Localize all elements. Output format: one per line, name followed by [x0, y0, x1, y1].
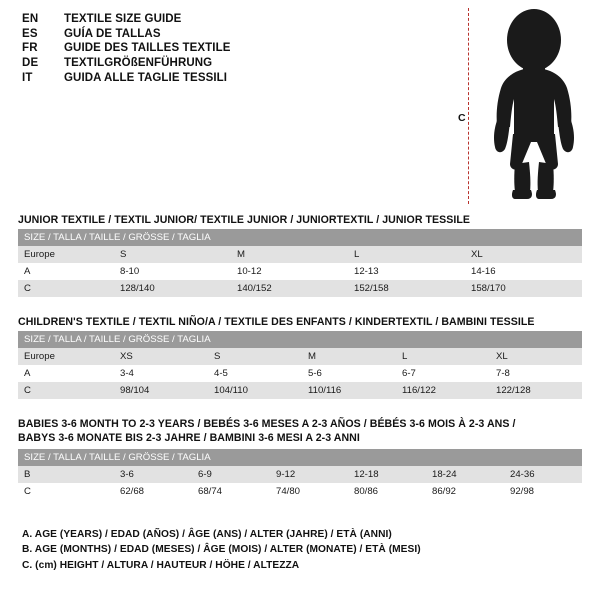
table-row	[18, 365, 582, 382]
language-code: DE	[22, 57, 39, 70]
language-title: GUIDE DES TAILLES TEXTILE	[64, 42, 231, 55]
language-code: EN	[22, 13, 39, 25]
row-label: C	[18, 382, 114, 399]
cell: 6-7	[396, 365, 490, 382]
table-row	[18, 466, 582, 483]
cell: 4-5	[208, 365, 302, 382]
language-title: TEXTILGRÖßENFÜHRUNG	[64, 57, 213, 70]
cell: 6-9	[192, 466, 270, 483]
section-title-babies-line1: BABIES 3-6 MONTH TO 2-3 YEARS / BEBÉS 3-6 MESES A 2-3 AÑOS / BÉBÉS 3-6 MOIS À 2-3 ANS /	[18, 418, 516, 430]
row-label: A	[18, 263, 114, 280]
cell: 62/68	[114, 483, 192, 500]
cell: 18-24	[426, 466, 504, 483]
cell: 152/158	[348, 280, 465, 297]
language-title: TEXTILE SIZE GUIDE	[64, 13, 182, 25]
language-row	[22, 27, 442, 42]
language-row	[22, 56, 442, 71]
cell: 10-12	[231, 263, 348, 280]
language-title-list	[22, 12, 442, 86]
language-title: GUÍA DE TALLAS	[64, 27, 161, 40]
cell: L	[396, 348, 490, 365]
height-measure-line-icon	[468, 8, 469, 204]
cell: 12-18	[348, 466, 426, 483]
child-silhouette-figure	[440, 6, 590, 206]
table-header-row	[18, 229, 582, 246]
cell: 12-13	[348, 263, 465, 280]
cell: 98/104	[114, 382, 208, 399]
cell: XL	[465, 246, 582, 263]
table-row	[18, 483, 582, 500]
cell: L	[348, 246, 465, 263]
children-size-table	[18, 331, 582, 399]
section-title-junior: JUNIOR TEXTILE / TEXTIL JUNIOR/ TEXTILE JUNIOR / JUNIORTEXTIL / JUNIOR TESSILE	[18, 214, 471, 226]
cell: 3-4	[114, 365, 208, 382]
cell: 3-6	[114, 466, 192, 483]
section-children	[18, 316, 582, 399]
size-header-label: SIZE / TALLA / TAILLE / GRÖSSE / TAGLIA	[18, 331, 582, 348]
cell: 128/140	[114, 280, 231, 297]
junior-size-table	[18, 229, 582, 297]
cell: S	[114, 246, 231, 263]
table-row	[18, 280, 582, 297]
legend-item-c: C. (cm) HEIGHT / ALTURA / HAUTEUR / HÖHE / ALTEZZA	[22, 559, 300, 571]
cell: 92/98	[504, 483, 582, 500]
language-row	[22, 41, 442, 56]
cell: 122/128	[490, 382, 582, 399]
table-header-row	[18, 331, 582, 348]
cell: 140/152	[231, 280, 348, 297]
cell: 68/74	[192, 483, 270, 500]
row-label: C	[18, 483, 114, 500]
size-header-label: SIZE / TALLA / TAILLE / GRÖSSE / TAGLIA	[18, 229, 582, 246]
size-header-label: SIZE / TALLA / TAILLE / GRÖSSE / TAGLIA	[18, 449, 582, 466]
language-code: ES	[22, 27, 38, 40]
table-row	[18, 246, 582, 263]
cell: 116/122	[396, 382, 490, 399]
legend-item-a: A. AGE (YEARS) / EDAD (AÑOS) / ÂGE (ANS) / ALTER (JAHRE) / ETÀ (ANNI)	[22, 529, 392, 540]
language-code: IT	[22, 71, 33, 84]
table-row	[18, 263, 582, 280]
babies-size-table	[18, 449, 582, 500]
table-header-row	[18, 449, 582, 466]
language-code: FR	[22, 42, 38, 55]
cell: 74/80	[270, 483, 348, 500]
cell: 14-16	[465, 263, 582, 280]
cell: 86/92	[426, 483, 504, 500]
row-label: B	[18, 466, 114, 483]
cell: XL	[490, 348, 582, 365]
legend-item-b: B. AGE (MONTHS) / EDAD (MESES) / ÂGE (MOIS) / ALTER (MONATE) / ETÀ (MESI)	[22, 544, 421, 556]
cell: 104/110	[208, 382, 302, 399]
section-title-babies-line2: BABYS 3-6 MONATE BIS 2-3 JAHRE / BAMBINI 3-6 MESI A 2-3 ANNI	[18, 431, 360, 444]
row-label: Europe	[18, 348, 114, 365]
cell: M	[302, 348, 396, 365]
cell: 9-12	[270, 466, 348, 483]
section-babies	[18, 418, 582, 500]
cell: 110/116	[302, 382, 396, 399]
section-title-children: CHILDREN'S TEXTILE / TEXTIL NIÑO/A / TEXTILE DES ENFANTS / KINDERTEXTIL / BAMBINI TESSILE	[18, 316, 535, 328]
row-label: C	[18, 280, 114, 297]
legend-list	[22, 527, 582, 573]
cell: 7-8	[490, 365, 582, 382]
language-row	[22, 12, 442, 27]
row-label: Europe	[18, 246, 114, 263]
section-junior	[18, 214, 582, 297]
measure-label-c: C	[458, 112, 466, 124]
toddler-silhouette-icon	[474, 6, 590, 206]
cell: S	[208, 348, 302, 365]
language-row	[22, 71, 442, 86]
cell: 24-36	[504, 466, 582, 483]
table-row	[18, 348, 582, 365]
table-row	[18, 382, 582, 399]
cell: 5-6	[302, 365, 396, 382]
cell: 80/86	[348, 483, 426, 500]
cell: M	[231, 246, 348, 263]
cell: XS	[114, 348, 208, 365]
cell: 158/170	[465, 280, 582, 297]
row-label: A	[18, 365, 114, 382]
language-title: GUIDA ALLE TAGLIE TESSILI	[64, 71, 228, 84]
cell: 8-10	[114, 263, 231, 280]
